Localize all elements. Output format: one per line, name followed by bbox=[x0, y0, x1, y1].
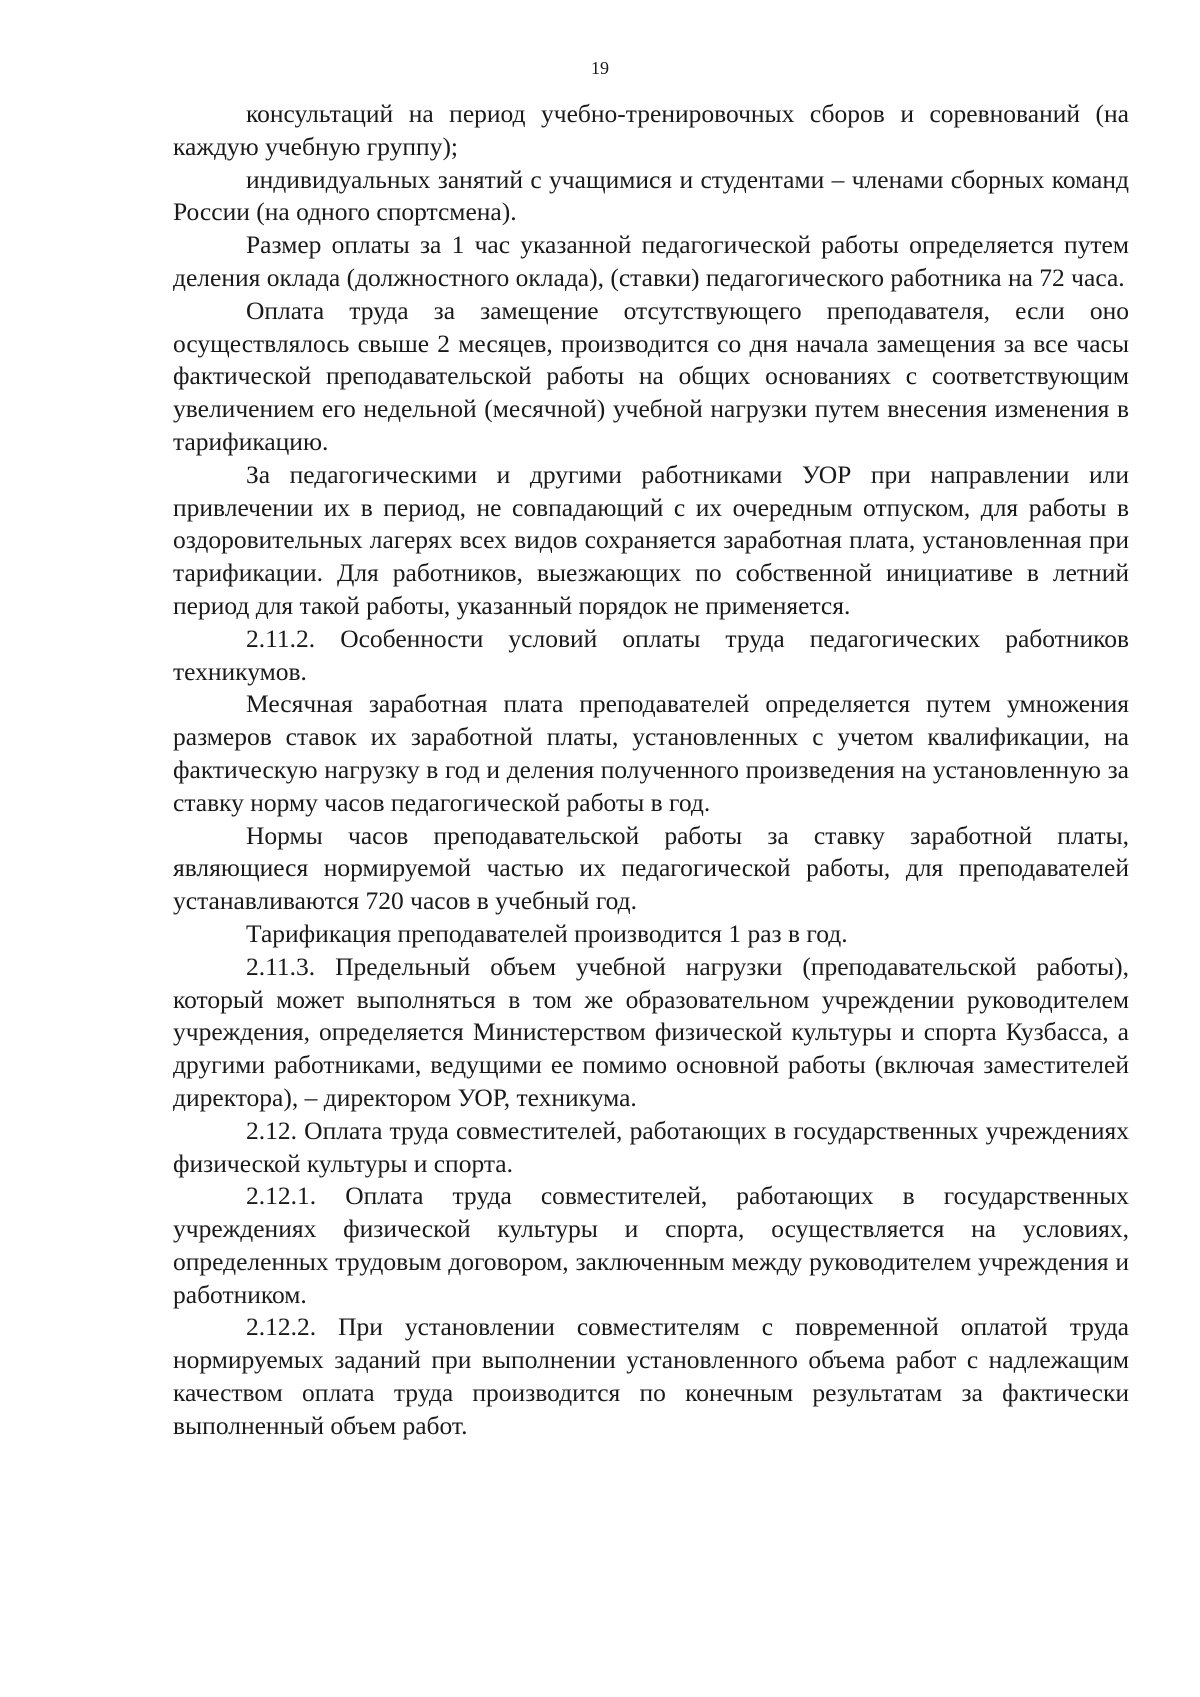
paragraph: Нормы часов преподавательской работы за ставку заработной платы, являющиеся нормируемой частью их педагогической работы, для преподавателей устанавливаются 720 часов в учебный год. bbox=[173, 820, 1129, 916]
paragraph: консультаций на период учебно-тренировочных сборов и соревнований (на каждую учебную группу); bbox=[173, 99, 1129, 161]
paragraph: Месячная заработная плата преподавателей определяется путем умножения размеров ставок их заработной платы, установленных с учетом квалификации, на фактическую нагрузку в год и деления полученного произведения на установленную за ставку норму часов педагогической работы в год. bbox=[173, 689, 1129, 817]
page-number: 19 bbox=[591, 58, 609, 78]
section-heading-2-11-2: 2.11.2. Особенности условий оплаты труда педагогических работников техникумов. bbox=[173, 623, 1129, 686]
paragraph: Размер оплаты за 1 час указанной педагогической работы определяется путем деления оклада (должностного оклада), (ставки) педагогического работника на 72 часа. bbox=[173, 230, 1129, 292]
section-heading-2-12: 2.12. Оплата труда совместителей, работающих в государственных учреждениях физической культуры и спорта. bbox=[173, 1115, 1129, 1178]
paragraph: индивидуальных занятий с учащимися и студентами – членами сборных команд России (на одного спортсмена). bbox=[173, 164, 1129, 227]
section-2-11-3: 2.11.3. Предельный объем учебной нагрузки (преподавательской работы), который может выполняться в том же образовательном учреждении руководителем учреждения, определяется Министерством физической культуры и спорта Кузбасса, а другими работниками, ведущими ее помимо основной работы (включая заместителей директора), – директором УОР, техникума. bbox=[173, 951, 1129, 1112]
section-2-12-2: 2.12.2. При установлении совместителям с повременной оплатой труда нормируемых заданий при выполнении установленного объема работ с надлежащим качеством оплата труда производится по конечным результатам за фактически выполненный объем работ. bbox=[173, 1312, 1129, 1440]
paragraph: Тарификация преподавателей производится 1 раз в год. bbox=[246, 918, 848, 948]
paragraph: За педагогическими и другими работниками УОР при направлении или привлечении их в период, не совпадающий с их очередным отпуском, для работы в оздоровительных лагерях всех видов сохраняется заработная плата, установленная при тарификации. Для работников, выезжающих по собственной инициативе в летний период для такой работы, указанный порядок не применяется. bbox=[173, 459, 1129, 620]
section-2-12-1: 2.12.1. Оплата труда совместителей, работающих в государственных учреждениях физической культуры и спорта, осуществляется на условиях, определенных трудовым договором, заключенным между руководителем учреждения и работником. bbox=[173, 1181, 1129, 1309]
paragraph: Оплата труда за замещение отсутствующего преподавателя, если оно осуществлялось свыше 2 месяцев, производится со дня начала замещения за все часы фактической преподавательской работы на общих основаниях с соответствующим увеличением его недельной (месячной) учебной нагрузки путем внесения изменения в тарификацию. bbox=[173, 295, 1129, 456]
document-body bbox=[173, 98, 1129, 1443]
